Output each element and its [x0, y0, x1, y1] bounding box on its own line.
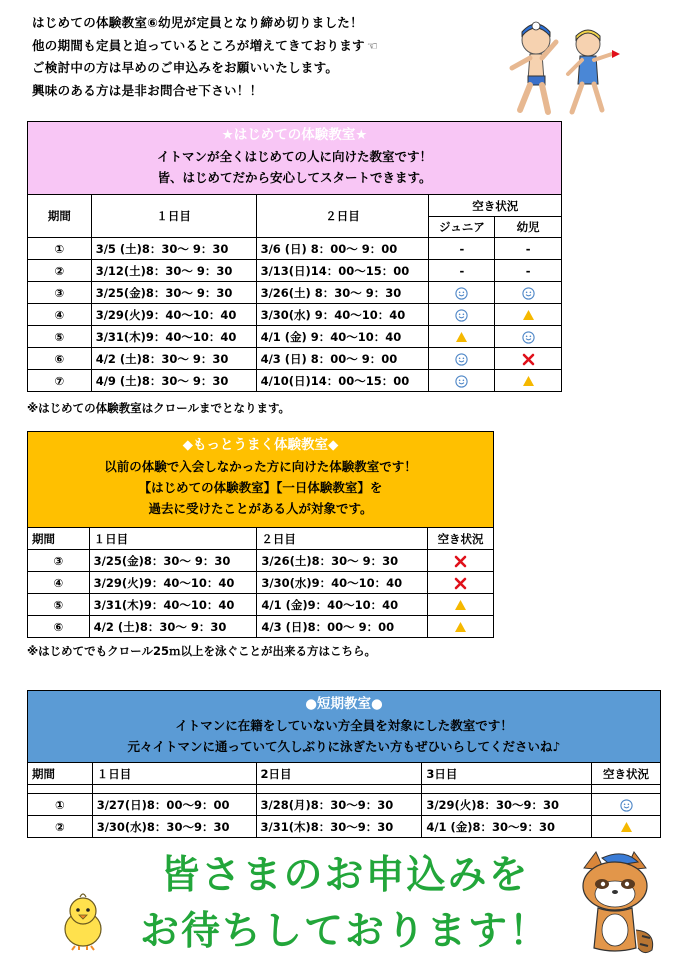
cell-y: -	[495, 238, 562, 260]
section2-header-availability: 空き状況	[428, 528, 494, 550]
available-smile-icon	[455, 309, 468, 322]
table-row	[28, 794, 661, 816]
cell-d1: 4/2 (土)8：30～ 9：30	[89, 616, 257, 638]
table-row	[28, 304, 562, 326]
cell-d3: 4/1 (金)8：30～9：30	[422, 816, 592, 838]
section1-header-junior: ジュニア	[429, 217, 495, 238]
cell-d2: 4/1 (金)9：40～10：40	[257, 594, 428, 616]
cell-d1: 3/27(日)8：00～9：00	[92, 794, 256, 816]
cell-no: ⑥	[28, 616, 90, 638]
cell-d2: 4/3 (日)8：00～ 9：00	[257, 616, 428, 638]
cell-j	[429, 326, 495, 348]
available-smile-icon	[455, 375, 468, 388]
cell-y	[495, 304, 562, 326]
section2-note: ※はじめてでもクロール25ｍ以上を泳ぐことが出来る方はこちら。	[27, 644, 376, 658]
table-row	[28, 238, 562, 260]
cell-j	[429, 282, 495, 304]
cell-no: ⑤	[28, 594, 90, 616]
cell-a	[428, 572, 494, 594]
closing-message-line-1: 皆さまのお申込みを	[160, 853, 530, 898]
cell-no: ⑦	[28, 370, 92, 392]
table-row	[28, 594, 494, 616]
few-left-triangle-icon	[454, 621, 467, 634]
cell-d2: 4/1 (金) 9：40～10：40	[256, 326, 429, 348]
cell-d2: 3/31(木)8：30～9：30	[256, 816, 422, 838]
section3-header-day1: １日目	[92, 763, 256, 785]
section2-header-day1: １日目	[89, 528, 257, 550]
cell-y: -	[495, 260, 562, 282]
cell-d1: 4/9 (土)8：30～ 9：30	[91, 370, 256, 392]
raccoon-mascot-illustration	[572, 850, 658, 960]
full-cross-icon	[522, 353, 535, 366]
section1-description-2: 皆、はじめてだから安心してスタートできます。	[157, 170, 432, 185]
cell-no: ⑤	[28, 326, 92, 348]
section1-header	[27, 121, 562, 194]
cell-d1: 3/25(金)8：30～ 9：30	[89, 550, 257, 572]
intro-line-2: 他の期間も定員と迫っているところが増えてきております	[32, 37, 365, 53]
cell-no: ④	[28, 572, 90, 594]
cell-j	[429, 348, 495, 370]
section3-description-1: イトマンに在籍をしていない方全員を対象にした教室です！	[175, 718, 513, 733]
available-smile-icon	[455, 287, 468, 300]
full-cross-icon	[454, 577, 467, 590]
available-smile-icon	[455, 353, 468, 366]
table-row	[28, 550, 494, 572]
cell-a	[428, 594, 494, 616]
few-left-triangle-icon	[620, 821, 633, 834]
cell-a	[428, 616, 494, 638]
intro-line-1: はじめての体験教室⑥幼児が定員となり締め切りました！	[32, 15, 363, 30]
table-row	[28, 816, 661, 838]
cell-d2: 4/10(日)14：00～15：00	[256, 370, 429, 392]
cell-d1: 4/2 (土)8：30～ 9：30	[91, 348, 256, 370]
intro-text	[32, 12, 378, 102]
cell-j	[429, 304, 495, 326]
few-left-triangle-icon	[455, 331, 468, 344]
few-left-triangle-icon	[454, 599, 467, 612]
few-left-triangle-icon	[522, 309, 535, 322]
cell-a	[428, 550, 494, 572]
section2-header	[27, 431, 494, 527]
cell-d1: 3/5 (土)8：30～ 9：30	[91, 238, 256, 260]
cell-y	[495, 348, 562, 370]
section1-table	[27, 194, 562, 392]
cell-d2: 3/6 (日) 8：00～ 9：00	[256, 238, 429, 260]
table-row	[28, 616, 494, 638]
section1-title: ★はじめての体験教室★	[221, 127, 368, 143]
cell-no: ①	[28, 238, 92, 260]
cell-no: ③	[28, 282, 92, 304]
section1-header-availability: 空き状況	[429, 195, 562, 217]
closing-message-line-2: お待ちしております！	[139, 909, 550, 954]
cell-d1: 3/12(土)8：30～ 9：30	[91, 260, 256, 282]
closing-message	[100, 848, 590, 960]
cell-no: ②	[28, 260, 92, 282]
cell-d1: 3/31(木)9：40～10：40	[91, 326, 256, 348]
cell-a	[592, 816, 661, 838]
cell-d2: 4/3 (日) 8：00～ 9：00	[256, 348, 429, 370]
cell-no: ②	[28, 816, 93, 838]
section1-header-infant: 幼児	[495, 217, 562, 238]
section3-header-availability: 空き状況	[592, 763, 661, 785]
chick-illustration	[58, 893, 108, 951]
cell-d2: 3/30(水)9：40～10：40	[257, 572, 428, 594]
available-smile-icon	[522, 287, 535, 300]
section2-table	[27, 527, 494, 638]
cell-y	[495, 282, 562, 304]
table-row	[28, 370, 562, 392]
intro-line-3: ご検討中の方は早めのご申込みをお願いいたします。	[32, 60, 339, 75]
section2-description-1: 以前の体験で入会しなかった方に向けた体験教室です！	[104, 459, 417, 474]
cell-d2: 3/13(日)14：00～15：00	[256, 260, 429, 282]
cell-d1: 3/29(火)9：40～10：40	[89, 572, 257, 594]
few-left-triangle-icon	[522, 375, 535, 388]
section1-header-period: 期間	[28, 195, 92, 238]
section3-table	[27, 762, 661, 838]
available-smile-icon	[620, 799, 633, 812]
cell-d2: 3/28(月)8：30～9：30	[256, 794, 422, 816]
table-row	[28, 348, 562, 370]
cell-d1: 3/25(金)8：30～ 9：30	[91, 282, 256, 304]
section2-header-period: 期間	[28, 528, 90, 550]
full-cross-icon	[454, 555, 467, 568]
section2-description-3: 過去に受けたことがある人が対象です。	[148, 501, 373, 516]
section1-header-day1: １日目	[91, 195, 256, 238]
cell-no: ⑥	[28, 348, 92, 370]
table-row	[28, 572, 494, 594]
cell-j: -	[429, 238, 495, 260]
available-smile-icon	[522, 331, 535, 344]
cell-d3: 3/29(火)8：30～9：30	[422, 794, 592, 816]
cell-d1: 3/31(木)9：40～10：40	[89, 594, 257, 616]
section2-title: ◆もっとうまく体験教室◆	[182, 437, 339, 453]
cell-a	[592, 794, 661, 816]
pointing-hand-icon: ☜	[366, 38, 378, 53]
section2-header-day2: ２日目	[257, 528, 428, 550]
section3-header	[27, 690, 661, 762]
cell-d1: 3/29(火)9：40～10：40	[91, 304, 256, 326]
cell-no: ③	[28, 550, 90, 572]
cell-j: -	[429, 260, 495, 282]
cell-d2: 3/30(水) 9：40～10：40	[256, 304, 429, 326]
section1-note: ※はじめての体験教室はクロールまでとなります。	[27, 401, 291, 415]
table-row	[28, 326, 562, 348]
section3-description-2: 元々イトマンに通っていて久しぶりに泳ぎたい方もぜひいらしてくださいね♪	[127, 739, 561, 754]
cell-d2: 3/26(土) 8：30～ 9：30	[256, 282, 429, 304]
cell-no: ①	[28, 794, 93, 816]
section2-description-2: 【はじめての体験教室】【一日体験教室】を	[138, 480, 383, 495]
intro-line-4: 興味のある方は是非お問合せ下さい！！	[32, 82, 263, 98]
table-row	[28, 282, 562, 304]
section1-header-day2: ２日目	[256, 195, 429, 238]
cell-y	[495, 370, 562, 392]
section3-header-day2: 2日目	[256, 763, 422, 785]
swimmer-kids-illustration	[508, 14, 628, 126]
cell-y	[495, 326, 562, 348]
section3-header-period: 期間	[28, 763, 93, 785]
cell-no: ④	[28, 304, 92, 326]
cell-d1: 3/30(水)8：30～9：30	[92, 816, 256, 838]
section3-title: ●短期教室●	[305, 696, 383, 712]
section3-header-day3: 3日目	[422, 763, 592, 785]
cell-j	[429, 370, 495, 392]
cell-d2: 3/26(土)8：30～ 9：30	[257, 550, 428, 572]
table-row	[28, 260, 562, 282]
section1-description-1: イトマンが全くはじめての人に向けた教室です！	[156, 149, 432, 164]
